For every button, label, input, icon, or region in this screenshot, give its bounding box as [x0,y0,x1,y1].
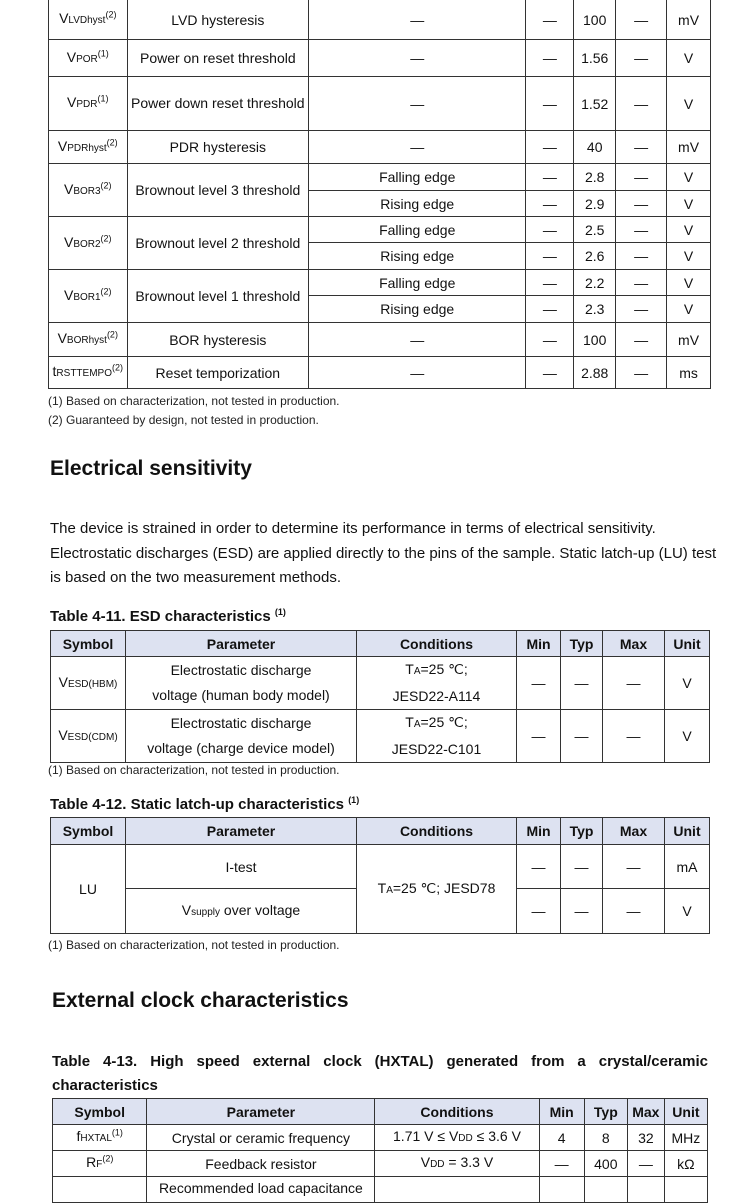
symbol-cell [53,1177,147,1203]
header-parameter: Parameter [147,1099,375,1125]
symbol-cell: VBOR1$^{(2)}$ [49,270,128,323]
min-cell: — [526,40,574,77]
typ-cell: 40 [574,131,616,164]
min-cell: — [517,657,561,710]
table-row [49,323,711,357]
header-unit: Unit [665,631,710,657]
parameter-cell: Electrostatic discharge voltage (charge device model) [126,710,357,763]
conditions-cell: — [309,40,526,77]
symbol-cell: tRSTTEMPO$^{(2)}$ [49,357,128,389]
header-unit: Unit [665,818,710,845]
conditions-cell: 1.71 V ≤ VDD ≤ 3.6 V [375,1125,539,1151]
max-cell: — [616,164,667,191]
max-cell: — [603,657,665,710]
max-cell: — [616,296,667,323]
table-header-row [51,631,710,657]
unit-cell: V [667,40,711,77]
footnote: (2) Guaranteed by design, not tested in production. [48,413,319,427]
max-cell: — [616,40,667,77]
table-reset-thresholds [48,0,711,389]
max-cell: — [603,889,665,934]
max-cell: — [616,77,667,131]
max-cell: — [616,191,667,217]
parameter-cell: PDR hysteresis [127,131,309,164]
typ-cell: 2.3 [574,296,616,323]
unit-cell [664,1177,707,1203]
min-cell: — [526,270,574,296]
conditions-cell: TA=25 ℃; JESD78 [357,845,517,934]
unit-cell: V [667,164,711,191]
min-cell: — [517,710,561,763]
conditions-cell: Rising edge [309,243,526,270]
table-row [51,845,710,889]
parameter-cell: Recommended load capacitance [147,1177,375,1203]
typ-cell: — [561,845,603,889]
unit-cell: mV [667,0,711,40]
min-cell: — [526,131,574,164]
typ-cell: 2.8 [574,164,616,191]
typ-cell: 2.5 [574,217,616,243]
symbol-cell: VESD(HBM) [51,657,126,710]
table-header-row [53,1099,708,1125]
typ-cell: 2.6 [574,243,616,270]
table-header-row [51,818,710,845]
conditions-cell: TA=25 ℃; JESD22-C101 [357,710,517,763]
parameter-cell: BOR hysteresis [127,323,309,357]
section-heading: External clock characteristics [52,989,349,1012]
table-row [49,164,711,191]
header-max: Max [603,818,665,845]
min-cell: — [526,0,574,40]
unit-cell: V [667,243,711,270]
typ-cell: 100 [574,323,616,357]
table-hxtal [52,1098,708,1203]
table-row [53,1151,708,1177]
header-symbol: Symbol [53,1099,147,1125]
typ-cell: 400 [584,1151,627,1177]
typ-cell: — [561,889,603,934]
footnote: (1) Based on characterization, not tested in production. [48,394,340,408]
unit-cell: V [667,296,711,323]
min-cell: — [526,243,574,270]
unit-cell: mV [667,323,711,357]
typ-cell: 1.56 [574,40,616,77]
parameter-cell: Power on reset threshold [127,40,309,77]
table-row [49,40,711,77]
unit-cell: V [667,217,711,243]
typ-cell: 2.9 [574,191,616,217]
symbol-cell: VPOR$^{(1)}$ [49,40,128,77]
section-heading: Electrical sensitivity [50,457,252,480]
header-typ: Typ [561,631,603,657]
min-cell: — [526,191,574,217]
header-conditions: Conditions [357,631,517,657]
header-conditions: Conditions [357,818,517,845]
table-row [49,77,711,131]
table-row [49,0,711,40]
conditions-cell: Falling edge [309,270,526,296]
max-cell: — [616,131,667,164]
conditions-cell: — [309,0,526,40]
parameter-cell: Crystal or ceramic frequency [147,1125,375,1151]
parameter-cell: Feedback resistor [147,1151,375,1177]
min-cell: 4 [539,1125,584,1151]
min-cell: — [526,217,574,243]
min-cell: — [526,323,574,357]
symbol-cell: VLVDhyst$^{(2)}$ [49,0,128,40]
min-cell: — [526,357,574,389]
conditions-cell: Rising edge [309,191,526,217]
symbol-cell: LU [51,845,126,934]
table-title: Table 4-12. Static latch-up characteristics $^{(1)}$ [50,795,360,813]
footnote: (1) Based on characterization, not tested in production. [48,763,340,777]
unit-cell: V [667,77,711,131]
max-cell: — [616,270,667,296]
conditions-cell: Falling edge [309,164,526,191]
max-cell: — [616,323,667,357]
header-typ: Typ [584,1099,627,1125]
conditions-cell: TA=25 ℃; JESD22-A114 [357,657,517,710]
table-row [49,270,711,296]
parameter-cell: Brownout level 2 threshold [127,217,309,270]
table-esd [50,630,710,763]
typ-cell: 100 [574,0,616,40]
max-cell: — [603,710,665,763]
header-symbol: Symbol [51,818,126,845]
symbol-cell: fHXTAL$^{(1)}$ [53,1125,147,1151]
max-cell: — [616,357,667,389]
max-cell: — [616,217,667,243]
header-parameter: Parameter [126,818,357,845]
conditions-cell: — [309,323,526,357]
symbol-cell: VBOR3$^{(2)}$ [49,164,128,217]
unit-cell: V [667,191,711,217]
header-max: Max [627,1099,664,1125]
table-title: Table 4-11. ESD characteristics $^{(1)}$ [50,607,286,625]
header-min: Min [517,818,561,845]
symbol-cell: VESD(CDM) [51,710,126,763]
table-row [49,217,711,243]
parameter-cell: Brownout level 1 threshold [127,270,309,323]
typ-cell: 2.2 [574,270,616,296]
max-cell: 32 [627,1125,664,1151]
parameter-cell: LVD hysteresis [127,0,309,40]
symbol-cell: VPDR$^{(1)}$ [49,77,128,131]
max-cell: — [603,845,665,889]
typ-cell [584,1177,627,1203]
table-row [49,357,711,389]
table-row [51,710,710,763]
min-cell [539,1177,584,1203]
symbol-cell: VBOR2$^{(2)}$ [49,217,128,270]
parameter-cell: Vsupply over voltage [126,889,357,934]
table-row [49,131,711,164]
header-typ: Typ [561,818,603,845]
unit-cell: mV [667,131,711,164]
min-cell: — [517,845,561,889]
typ-cell: — [561,710,603,763]
max-cell: — [616,243,667,270]
unit-cell: kΩ [664,1151,707,1177]
parameter-cell: I-test [126,845,357,889]
parameter-cell: Brownout level 3 threshold [127,164,309,217]
unit-cell: mA [665,845,710,889]
symbol-cell: VPDRhyst$^{(2)}$ [49,131,128,164]
typ-cell: 2.88 [574,357,616,389]
symbol-cell: RF$^{(2)}$ [53,1151,147,1177]
header-min: Min [517,631,561,657]
header-conditions: Conditions [375,1099,539,1125]
min-cell: — [526,164,574,191]
min-cell: — [526,77,574,131]
unit-cell: V [665,889,710,934]
conditions-cell [375,1177,539,1203]
conditions-cell: — [309,77,526,131]
header-symbol: Symbol [51,631,126,657]
table-row [53,1177,708,1203]
conditions-cell: Falling edge [309,217,526,243]
section-paragraph: The device is strained in order to determine its performance in terms of electrical sensitivity. Electrostatic discharges (ESD) are applied directly to the pins of the sample. Static latch-up (LU) test is based on the two measurement methods. [50,520,717,586]
parameter-cell: Power down reset threshold [127,77,309,131]
max-cell: — [627,1151,664,1177]
table-row [51,657,710,710]
header-min: Min [539,1099,584,1125]
min-cell: — [526,296,574,323]
table-row [53,1125,708,1151]
symbol-cell: VBORhyst$^{(2)}$ [49,323,128,357]
unit-cell: V [667,270,711,296]
min-cell: — [517,889,561,934]
conditions-cell: — [309,131,526,164]
conditions-cell: VDD = 3.3 V [375,1151,539,1177]
typ-cell: — [561,657,603,710]
footnote: (1) Based on characterization, not tested in production. [48,938,340,952]
typ-cell: 1.52 [574,77,616,131]
header-parameter: Parameter [126,631,357,657]
table-latch-up [50,817,710,934]
parameter-cell: Electrostatic discharge voltage (human body model) [126,657,357,710]
max-cell [627,1177,664,1203]
header-unit: Unit [664,1099,707,1125]
table-title: Table 4-13. High speed external clock (HXTAL) generated from a crystal/ceramic characteristics [52,1053,708,1094]
unit-cell: MHz [664,1125,707,1151]
typ-cell: 8 [584,1125,627,1151]
unit-cell: V [665,657,710,710]
max-cell: — [616,0,667,40]
conditions-cell: — [309,357,526,389]
parameter-cell: Reset temporization [127,357,309,389]
conditions-cell: Rising edge [309,296,526,323]
unit-cell: ms [667,357,711,389]
unit-cell: V [665,710,710,763]
header-max: Max [603,631,665,657]
min-cell: — [539,1151,584,1177]
